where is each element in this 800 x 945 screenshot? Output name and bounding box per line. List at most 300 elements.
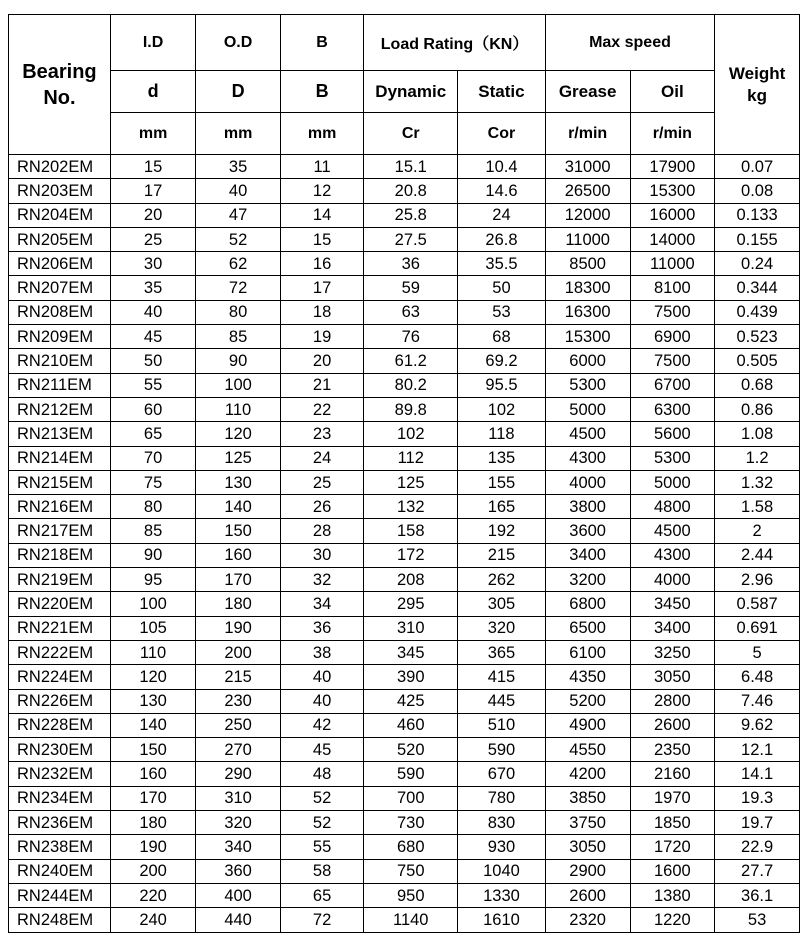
weight-cell: 2.44 [715, 543, 800, 567]
weight-cell: 0.86 [715, 397, 800, 421]
table-row [9, 835, 800, 859]
table-row [9, 446, 800, 470]
weight-header-line2: kg [747, 85, 768, 105]
bearing-no-cell: RN206EM [9, 252, 111, 276]
header-row-2 [9, 71, 800, 113]
od-cell: 400 [196, 883, 281, 907]
dynamic-cell: 125 [364, 470, 458, 494]
od-cell: 100 [196, 373, 281, 397]
width-cell: 19 [280, 325, 364, 349]
table-row [9, 300, 800, 324]
weight-cell: 36.1 [715, 883, 800, 907]
oil-speed-cell: 6700 [630, 373, 715, 397]
bearing-no-cell: RN221EM [9, 616, 111, 640]
dynamic-cell: 460 [364, 713, 458, 737]
table-row [9, 422, 800, 446]
grease-speed-cell: 4550 [545, 738, 630, 762]
bearing-no-header [9, 15, 111, 155]
static-cell: 445 [458, 689, 546, 713]
oil-speed-cell: 15300 [630, 179, 715, 203]
grease-speed-cell: 6100 [545, 640, 630, 664]
oil-speed-cell: 4500 [630, 519, 715, 543]
grease-speed-cell: 4000 [545, 470, 630, 494]
id-cell: 140 [110, 713, 195, 737]
od-cell: 125 [196, 446, 281, 470]
oil-speed-cell: 17900 [630, 155, 715, 179]
id-cell: 70 [110, 446, 195, 470]
static-cell: 262 [458, 568, 546, 592]
table-row [9, 155, 800, 179]
static-cell: 102 [458, 397, 546, 421]
grease-speed-cell: 5000 [545, 397, 630, 421]
id-cell: 75 [110, 470, 195, 494]
dynamic-cell: 80.2 [364, 373, 458, 397]
table-row [9, 811, 800, 835]
od-cell: 62 [196, 252, 281, 276]
static-cell: 35.5 [458, 252, 546, 276]
oil-speed-cell: 5000 [630, 470, 715, 494]
width-cell: 65 [280, 883, 364, 907]
table-row [9, 689, 800, 713]
width-cell: 48 [280, 762, 364, 786]
bearing-no-cell: RN238EM [9, 835, 111, 859]
table-row [9, 908, 800, 932]
weight-cell: 7.46 [715, 689, 800, 713]
id-cell: 25 [110, 227, 195, 251]
width-cell: 45 [280, 738, 364, 762]
od-cell: 110 [196, 397, 281, 421]
weight-cell: 5 [715, 640, 800, 664]
dynamic-cell: 27.5 [364, 227, 458, 251]
oil-speed-cell: 5300 [630, 446, 715, 470]
grease-speed-cell: 4500 [545, 422, 630, 446]
weight-cell: 19.3 [715, 786, 800, 810]
id-cell: 40 [110, 300, 195, 324]
bearing-no-cell: RN213EM [9, 422, 111, 446]
symbol-D-header: D [196, 71, 281, 113]
table-row [9, 203, 800, 227]
dynamic-cell: 700 [364, 786, 458, 810]
bearing-no-cell: RN204EM [9, 203, 111, 227]
weight-cell: 1.58 [715, 495, 800, 519]
width-cell: 55 [280, 835, 364, 859]
oil-speed-cell: 4800 [630, 495, 715, 519]
grease-speed-cell: 4300 [545, 446, 630, 470]
od-cell: 72 [196, 276, 281, 300]
width-cell: 36 [280, 616, 364, 640]
table-row [9, 543, 800, 567]
od-cell: 130 [196, 470, 281, 494]
bearing-spec-table [8, 14, 800, 933]
static-cell: 53 [458, 300, 546, 324]
id-cell: 95 [110, 568, 195, 592]
static-cell: 69.2 [458, 349, 546, 373]
unit-grease-header: r/min [545, 113, 630, 155]
oil-speed-cell: 1220 [630, 908, 715, 932]
weight-cell: 27.7 [715, 859, 800, 883]
static-cell: 590 [458, 738, 546, 762]
dynamic-cell: 61.2 [364, 349, 458, 373]
static-cell: 320 [458, 616, 546, 640]
grease-speed-cell: 5200 [545, 689, 630, 713]
id-cell: 80 [110, 495, 195, 519]
table-row [9, 859, 800, 883]
grease-speed-cell: 11000 [545, 227, 630, 251]
grease-speed-cell: 3600 [545, 519, 630, 543]
grease-speed-cell: 5300 [545, 373, 630, 397]
oil-speed-cell: 1380 [630, 883, 715, 907]
grease-speed-cell: 4900 [545, 713, 630, 737]
dynamic-header: Dynamic [364, 71, 458, 113]
dynamic-cell: 76 [364, 325, 458, 349]
weight-cell: 2 [715, 519, 800, 543]
od-cell: 360 [196, 859, 281, 883]
id-cell: 180 [110, 811, 195, 835]
dynamic-cell: 36 [364, 252, 458, 276]
oil-speed-cell: 11000 [630, 252, 715, 276]
od-cell: 52 [196, 227, 281, 251]
width-cell: 14 [280, 203, 364, 227]
width-cell: 16 [280, 252, 364, 276]
id-cell: 240 [110, 908, 195, 932]
table-row [9, 325, 800, 349]
bearing-no-cell: RN248EM [9, 908, 111, 932]
od-cell: 90 [196, 349, 281, 373]
od-cell: 160 [196, 543, 281, 567]
od-cell: 85 [196, 325, 281, 349]
weight-cell: 0.68 [715, 373, 800, 397]
symbol-d-header: d [110, 71, 195, 113]
id-cell: 200 [110, 859, 195, 883]
load-rating-header: Load Rating（KN） [364, 15, 545, 71]
width-cell: 22 [280, 397, 364, 421]
table-row [9, 738, 800, 762]
id-cell: 20 [110, 203, 195, 227]
width-cell: 38 [280, 640, 364, 664]
bearing-no-cell: RN202EM [9, 155, 111, 179]
od-cell: 190 [196, 616, 281, 640]
static-cell: 670 [458, 762, 546, 786]
bearing-no-cell: RN208EM [9, 300, 111, 324]
unit-B-header: mm [280, 113, 364, 155]
static-cell: 1330 [458, 883, 546, 907]
id-cell: 120 [110, 665, 195, 689]
table-row [9, 397, 800, 421]
bearing-no-cell: RN244EM [9, 883, 111, 907]
weight-cell: 9.62 [715, 713, 800, 737]
weight-cell: 6.48 [715, 665, 800, 689]
static-cell: 510 [458, 713, 546, 737]
static-cell: 68 [458, 325, 546, 349]
table-row [9, 276, 800, 300]
od-cell: 47 [196, 203, 281, 227]
table-row [9, 470, 800, 494]
static-cell: 1040 [458, 859, 546, 883]
table-row [9, 227, 800, 251]
grease-speed-cell: 4200 [545, 762, 630, 786]
oil-speed-cell: 16000 [630, 203, 715, 227]
bearing-no-cell: RN222EM [9, 640, 111, 664]
dynamic-cell: 390 [364, 665, 458, 689]
od-cell: 120 [196, 422, 281, 446]
weight-cell: 22.9 [715, 835, 800, 859]
width-cell: 12 [280, 179, 364, 203]
weight-cell: 0.587 [715, 592, 800, 616]
grease-speed-cell: 12000 [545, 203, 630, 227]
od-cell: 320 [196, 811, 281, 835]
width-cell: 42 [280, 713, 364, 737]
grease-speed-cell: 3750 [545, 811, 630, 835]
bearing-no-cell: RN240EM [9, 859, 111, 883]
static-cell: 192 [458, 519, 546, 543]
oil-speed-cell: 5600 [630, 422, 715, 446]
dynamic-cell: 102 [364, 422, 458, 446]
weight-cell: 0.344 [715, 276, 800, 300]
oil-speed-cell: 2350 [630, 738, 715, 762]
static-cell: 365 [458, 640, 546, 664]
unit-d-header: mm [110, 113, 195, 155]
static-cell: 415 [458, 665, 546, 689]
od-cell: 180 [196, 592, 281, 616]
width-cell: 34 [280, 592, 364, 616]
static-cell: 165 [458, 495, 546, 519]
od-cell: 310 [196, 786, 281, 810]
bearing-no-cell: RN236EM [9, 811, 111, 835]
header-row-1 [9, 15, 800, 71]
id-cell: 110 [110, 640, 195, 664]
bearing-no-cell: RN230EM [9, 738, 111, 762]
static-cell: 118 [458, 422, 546, 446]
bearing-no-cell: RN203EM [9, 179, 111, 203]
grease-speed-cell: 4350 [545, 665, 630, 689]
weight-cell: 0.691 [715, 616, 800, 640]
oil-speed-cell: 8100 [630, 276, 715, 300]
id-cell: 60 [110, 397, 195, 421]
od-cell: 35 [196, 155, 281, 179]
od-cell: 140 [196, 495, 281, 519]
table-row [9, 786, 800, 810]
unit-cr-header: Cr [364, 113, 458, 155]
width-cell: 40 [280, 665, 364, 689]
dynamic-cell: 950 [364, 883, 458, 907]
width-cell: 17 [280, 276, 364, 300]
oil-header: Oil [630, 71, 715, 113]
bearing-no-cell: RN214EM [9, 446, 111, 470]
weight-cell: 0.08 [715, 179, 800, 203]
grease-speed-cell: 18300 [545, 276, 630, 300]
grease-speed-cell: 2600 [545, 883, 630, 907]
oil-speed-cell: 7500 [630, 349, 715, 373]
id-cell: 190 [110, 835, 195, 859]
od-cell: 215 [196, 665, 281, 689]
id-cell: 50 [110, 349, 195, 373]
width-cell: 20 [280, 349, 364, 373]
bearing-header-line2: No. [43, 86, 76, 109]
od-cell: 340 [196, 835, 281, 859]
width-cell: 25 [280, 470, 364, 494]
bearing-no-cell: RN210EM [9, 349, 111, 373]
dynamic-cell: 112 [364, 446, 458, 470]
oil-speed-cell: 2800 [630, 689, 715, 713]
max-speed-header: Max speed [545, 15, 714, 71]
id-cell: 220 [110, 883, 195, 907]
id-cell: 30 [110, 252, 195, 276]
dynamic-cell: 63 [364, 300, 458, 324]
dynamic-cell: 158 [364, 519, 458, 543]
bearing-no-cell: RN219EM [9, 568, 111, 592]
od-cell: 270 [196, 738, 281, 762]
oil-speed-cell: 1970 [630, 786, 715, 810]
grease-speed-cell: 26500 [545, 179, 630, 203]
weight-cell: 53 [715, 908, 800, 932]
weight-header [715, 15, 800, 155]
dynamic-cell: 15.1 [364, 155, 458, 179]
dynamic-cell: 520 [364, 738, 458, 762]
grease-speed-cell: 6800 [545, 592, 630, 616]
id-cell: 160 [110, 762, 195, 786]
weight-header-line1: Weight [728, 63, 786, 83]
table-row [9, 762, 800, 786]
bearing-no-cell: RN220EM [9, 592, 111, 616]
od-cell: 230 [196, 689, 281, 713]
static-cell: 215 [458, 543, 546, 567]
bearing-no-cell: RN217EM [9, 519, 111, 543]
id-cell: 17 [110, 179, 195, 203]
id-cell: 100 [110, 592, 195, 616]
od-cell: 80 [196, 300, 281, 324]
id-cell: 130 [110, 689, 195, 713]
width-cell: 52 [280, 786, 364, 810]
bearing-header-line1: Bearing [22, 60, 97, 83]
width-header: B [280, 15, 364, 71]
bearing-no-cell: RN216EM [9, 495, 111, 519]
table-row [9, 179, 800, 203]
dynamic-cell: 345 [364, 640, 458, 664]
dynamic-cell: 750 [364, 859, 458, 883]
table-row [9, 349, 800, 373]
grease-speed-cell: 6000 [545, 349, 630, 373]
id-cell: 170 [110, 786, 195, 810]
table-row [9, 883, 800, 907]
table-row [9, 373, 800, 397]
od-header: O.D [196, 15, 281, 71]
unit-cor-header: Cor [458, 113, 546, 155]
dynamic-cell: 25.8 [364, 203, 458, 227]
static-cell: 95.5 [458, 373, 546, 397]
id-cell: 150 [110, 738, 195, 762]
oil-speed-cell: 3250 [630, 640, 715, 664]
weight-cell: 14.1 [715, 762, 800, 786]
oil-speed-cell: 6900 [630, 325, 715, 349]
bearing-no-cell: RN215EM [9, 470, 111, 494]
table-row [9, 495, 800, 519]
grease-speed-cell: 3200 [545, 568, 630, 592]
dynamic-cell: 172 [364, 543, 458, 567]
dynamic-cell: 59 [364, 276, 458, 300]
weight-cell: 0.155 [715, 227, 800, 251]
width-cell: 40 [280, 689, 364, 713]
oil-speed-cell: 1600 [630, 859, 715, 883]
bearing-no-cell: RN207EM [9, 276, 111, 300]
dynamic-cell: 730 [364, 811, 458, 835]
oil-speed-cell: 3450 [630, 592, 715, 616]
id-cell: 90 [110, 543, 195, 567]
width-cell: 72 [280, 908, 364, 932]
unit-oil-header: r/min [630, 113, 715, 155]
bearing-no-cell: RN205EM [9, 227, 111, 251]
grease-speed-cell: 6500 [545, 616, 630, 640]
static-cell: 26.8 [458, 227, 546, 251]
width-cell: 21 [280, 373, 364, 397]
od-cell: 440 [196, 908, 281, 932]
dynamic-cell: 20.8 [364, 179, 458, 203]
static-cell: 155 [458, 470, 546, 494]
grease-speed-cell: 3800 [545, 495, 630, 519]
bearing-no-cell: RN218EM [9, 543, 111, 567]
id-cell: 105 [110, 616, 195, 640]
static-header: Static [458, 71, 546, 113]
dynamic-cell: 590 [364, 762, 458, 786]
weight-cell: 12.1 [715, 738, 800, 762]
table-row [9, 519, 800, 543]
width-cell: 26 [280, 495, 364, 519]
bearing-no-cell: RN228EM [9, 713, 111, 737]
width-cell: 58 [280, 859, 364, 883]
weight-cell: 0.523 [715, 325, 800, 349]
dynamic-cell: 208 [364, 568, 458, 592]
header-row-3 [9, 113, 800, 155]
static-cell: 305 [458, 592, 546, 616]
static-cell: 135 [458, 446, 546, 470]
od-cell: 170 [196, 568, 281, 592]
oil-speed-cell: 3050 [630, 665, 715, 689]
oil-speed-cell: 2160 [630, 762, 715, 786]
width-cell: 32 [280, 568, 364, 592]
grease-speed-cell: 2320 [545, 908, 630, 932]
weight-cell: 1.08 [715, 422, 800, 446]
table-row [9, 568, 800, 592]
oil-speed-cell: 14000 [630, 227, 715, 251]
oil-speed-cell: 1720 [630, 835, 715, 859]
static-cell: 780 [458, 786, 546, 810]
width-cell: 15 [280, 227, 364, 251]
symbol-B-header: B [280, 71, 364, 113]
table-row [9, 616, 800, 640]
grease-speed-cell: 8500 [545, 252, 630, 276]
weight-cell: 0.505 [715, 349, 800, 373]
static-cell: 24 [458, 203, 546, 227]
grease-speed-cell: 2900 [545, 859, 630, 883]
od-cell: 250 [196, 713, 281, 737]
id-cell: 85 [110, 519, 195, 543]
oil-speed-cell: 4000 [630, 568, 715, 592]
oil-speed-cell: 4300 [630, 543, 715, 567]
grease-speed-cell: 31000 [545, 155, 630, 179]
id-cell: 55 [110, 373, 195, 397]
dynamic-cell: 1140 [364, 908, 458, 932]
weight-cell: 2.96 [715, 568, 800, 592]
weight-cell: 1.32 [715, 470, 800, 494]
table-row [9, 252, 800, 276]
table-row [9, 640, 800, 664]
grease-header: Grease [545, 71, 630, 113]
weight-cell: 0.439 [715, 300, 800, 324]
static-cell: 10.4 [458, 155, 546, 179]
static-cell: 830 [458, 811, 546, 835]
dynamic-cell: 132 [364, 495, 458, 519]
static-cell: 1610 [458, 908, 546, 932]
static-cell: 14.6 [458, 179, 546, 203]
